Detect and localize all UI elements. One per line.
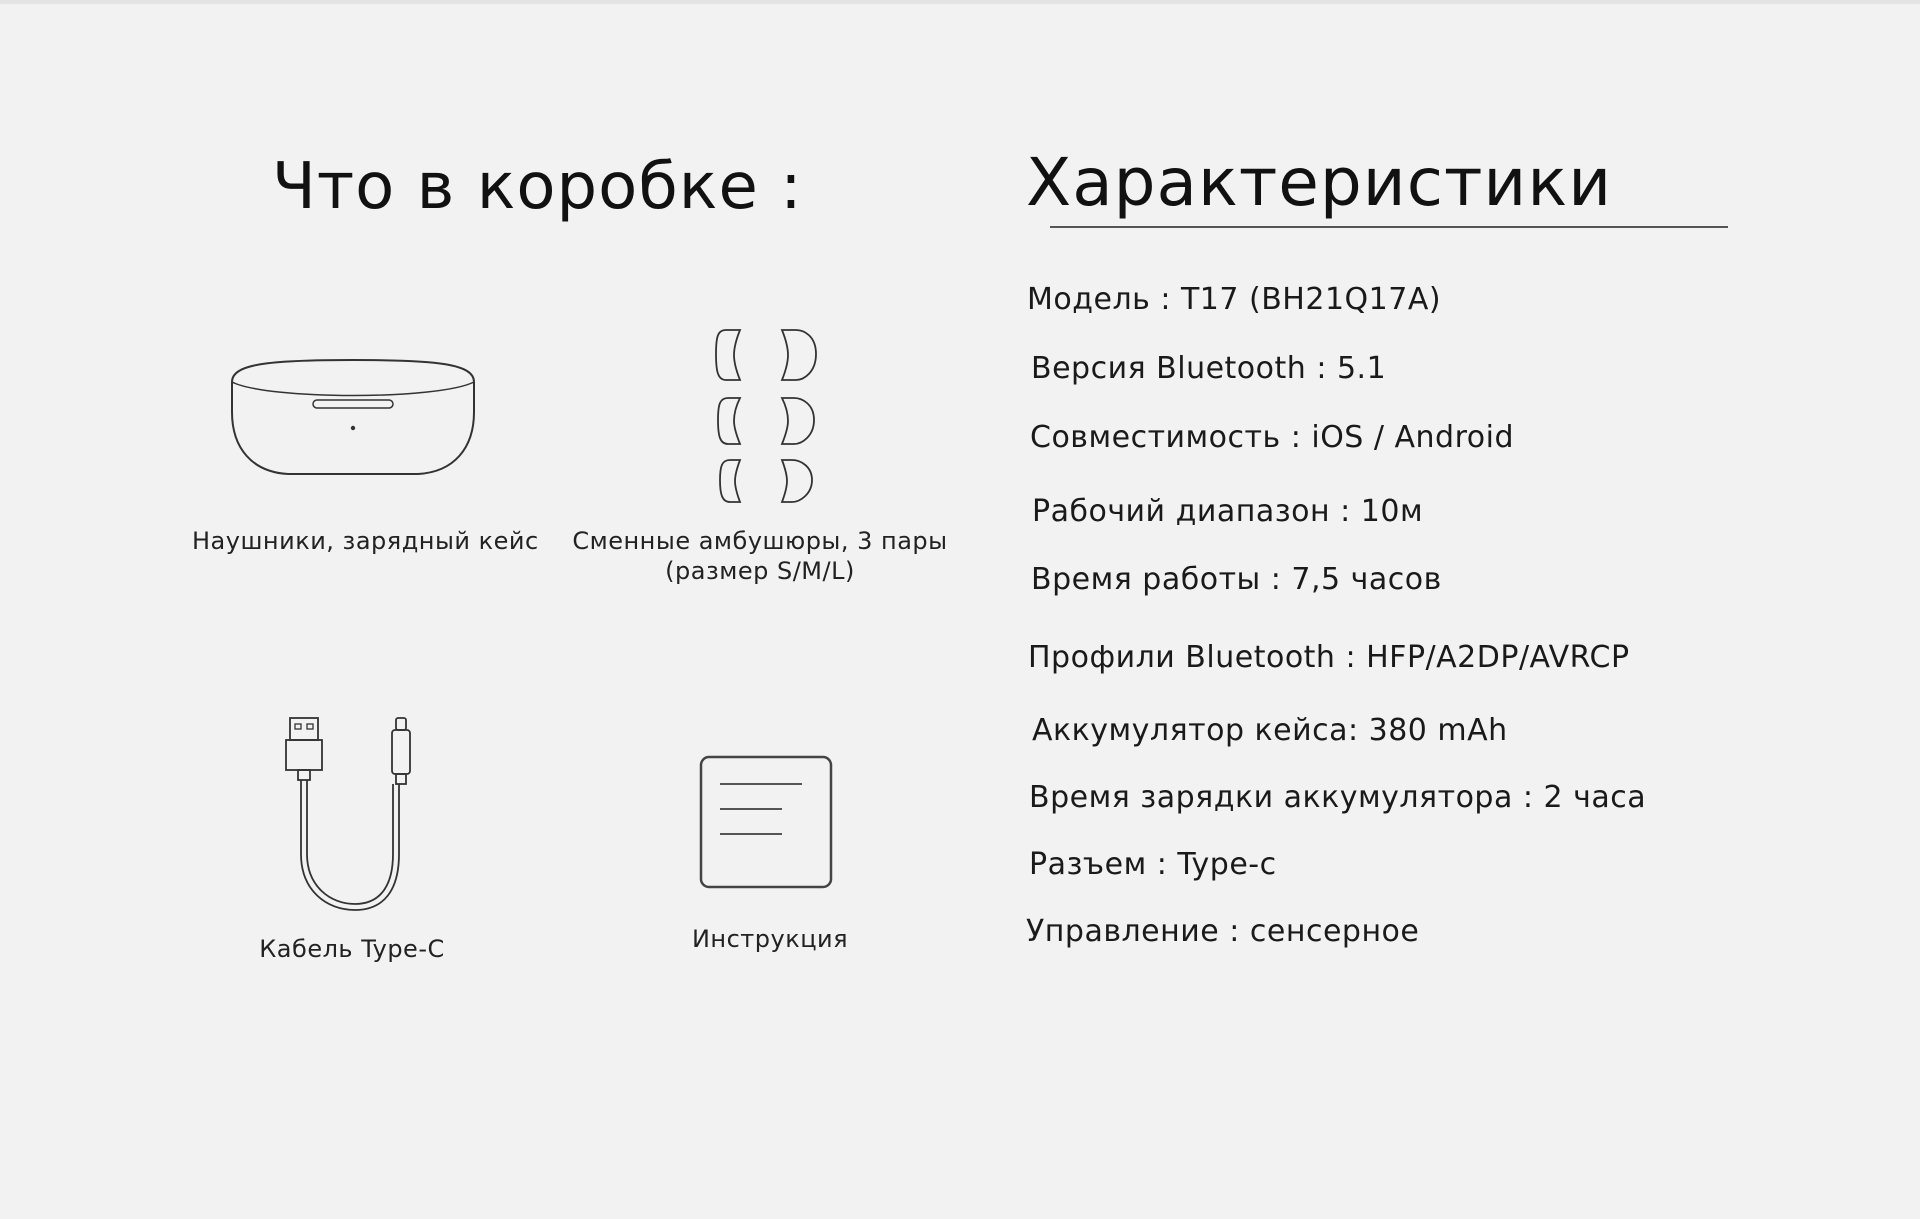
box-contents-title: Что в коробке : [272, 150, 803, 224]
charging-case-label: Наушники, зарядный кейс [192, 527, 539, 555]
spec-control: Управление : сенсерное [1026, 914, 1420, 949]
usb-cable-icon [280, 714, 420, 914]
spec-bluetooth-profiles: Профили Bluetooth : HFP/A2DP/AVRCP [1028, 640, 1630, 675]
usb-cable-label: Кабель Type-C [259, 935, 445, 963]
spec-range: Рабочий диапазон : 10м [1032, 494, 1424, 529]
manual-label: Инструкция [691, 925, 849, 953]
specs-title: Характеристики [1026, 144, 1613, 221]
charging-case-icon [228, 356, 478, 478]
ear-tips-label-line2: (размер S/M/L) [665, 557, 855, 585]
spec-charging-time: Время зарядки аккумулятора : 2 часа [1029, 780, 1647, 815]
top-border [0, 0, 1920, 4]
ear-tips-icon [712, 326, 822, 508]
specs-title-underline [1050, 226, 1728, 228]
spec-connector: Разъем : Type-c [1029, 847, 1277, 882]
spec-model: Модель : T17 (BH21Q17A) [1027, 282, 1442, 317]
ear-tips-label-line1: Сменные амбушюры, 3 пары [572, 527, 948, 555]
spec-bluetooth-version: Версия Bluetooth : 5.1 [1031, 351, 1387, 386]
manual-icon [698, 754, 834, 890]
spec-case-battery: Аккумулятор кейса: 380 mAh [1032, 713, 1508, 748]
spec-compatibility: Совместимость : iOS / Android [1030, 420, 1515, 455]
spec-play-time: Время работы : 7,5 часов [1031, 562, 1442, 597]
